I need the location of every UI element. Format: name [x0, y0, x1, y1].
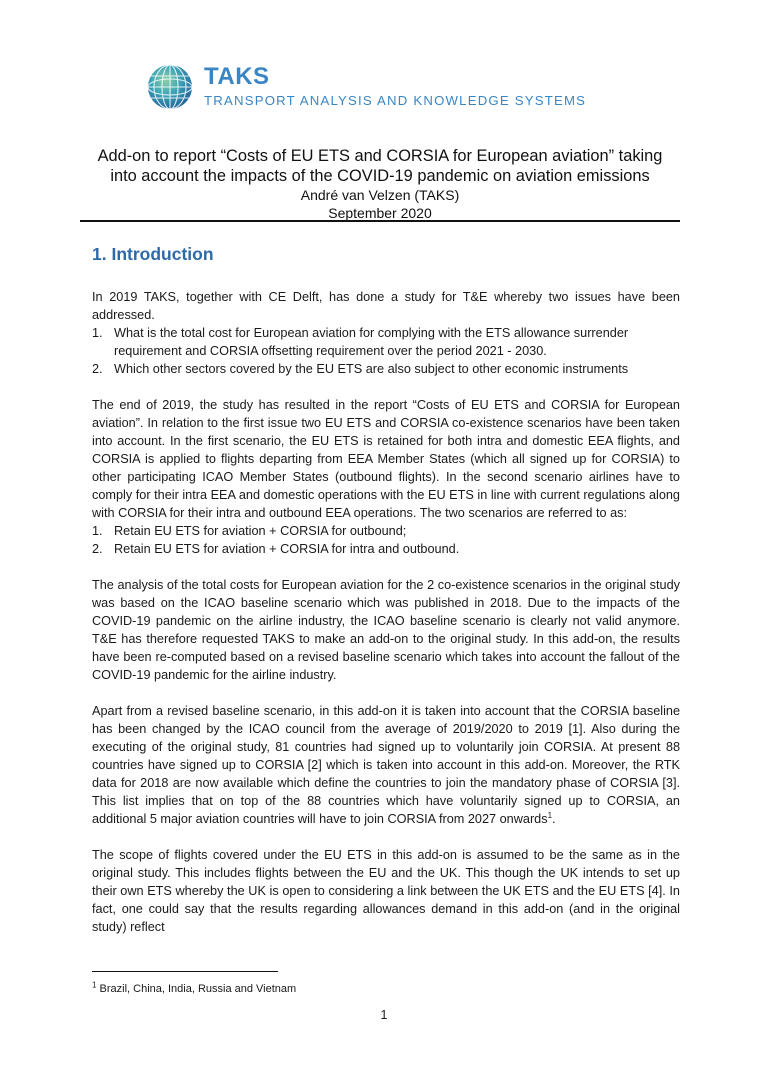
list-item [92, 540, 680, 558]
list-number: 2. [92, 362, 103, 376]
date: September 2020 [328, 205, 432, 221]
paragraph-5: The scope of flights covered under the EU ETS in this add-on is assumed to be the same as in the original study. This includes flights between the EU and the UK. This though the UK intends to set up their own ETS whereby the UK is open to considering a link between the UK ETS and the EU ETS [4]. In fact, one could say that the results regarding allowances demand in this add-on (and in the original study) reflect [92, 848, 680, 934]
paragraph-2: The end of 2019, the study has resulted in the report “Costs of EU ETS and CORSIA for European aviation”. In relation to the first issue two EU ETS and CORSIA co-existence scenarios have been taken into account. In the first scenario, the EU ETS is retained for both intra and domestic EEA flights, and CORSIA is applied to flights departing from EEA Member States (which all signed up for CORSIA) to other participating ICAO Member States (outbound flights). In the second scenario airlines have to comply for their intra EEA and domestic operations with the EU ETS in line with current regulations along with CORSIA for their intra and outbound EEA operations. The two scenarios are referred to as: [92, 398, 680, 520]
title-line-1: Add-on to report “Costs of EU ETS and CORSIA for European aviation” taking [97, 147, 663, 165]
issues-list [92, 324, 680, 378]
paragraph-1: In 2019 TAKS, together with CE Delft, has done a study for T&E whereby two issues have been addressed. [92, 290, 680, 322]
list-number: 2. [92, 542, 103, 556]
section-heading: 1. Introduction [92, 244, 214, 264]
paragraph-4-text: Apart from a revised baseline scenario, in this add-on it is taken into account that the CORSIA baseline has been changed by the ICAO council from the average of 2019/2020 to 2019 [1]. Also during the executing of the original study, 81 countries had signed up to voluntarily join CORSIA. At present 88 countries have signed up to CORSIA [2] which is taken into account in this add-on. Moreover, the RTK data for 2018 are now available which define the countries to join the mandatory phase of CORSIA [3]. This list implies that on top of the 88 countries which have voluntarily signed up to CORSIA, an additional 5 major aviation countries will have to join CORSIA from 2027 onwards [92, 704, 680, 826]
list-number: 1. [92, 524, 103, 538]
paragraph-4 [92, 702, 680, 828]
list-item [92, 324, 680, 360]
body-text [92, 288, 680, 936]
logo-name: TAKS [204, 63, 270, 90]
list-item [92, 360, 680, 378]
scenarios-list [92, 522, 680, 558]
author: André van Velzen (TAKS) [300, 187, 460, 203]
page-number: 1 [380, 1008, 388, 1022]
logo-subtitle: TRANSPORT ANALYSIS AND KNOWLEDGE SYSTEMS [204, 93, 587, 108]
footnote [92, 982, 296, 996]
footnote-text: Brazil, China, India, Russia and Vietnam [96, 983, 297, 995]
title-divider [80, 220, 680, 222]
paragraph-4-end: . [552, 812, 556, 826]
list-text: Which other sectors covered by the EU ETS are also subject to other economic instruments [114, 362, 629, 376]
footnote-marker: 1 [92, 980, 97, 990]
globe-icon [146, 63, 194, 111]
list-item [92, 522, 680, 540]
list-text: What is the total cost for European aviation for complying with the ETS allowance surrender requirement and CORSIA offsetting requirement over the period 2021 - 2030. [114, 326, 629, 358]
title-line-2: into account the impacts of the COVID-19 pandemic on aviation emissions [110, 167, 650, 185]
footnote-divider [92, 971, 278, 972]
document-title-block [80, 146, 680, 222]
paragraph-3: The analysis of the total costs for European aviation for the 2 co-existence scenarios in the original study was based on the ICAO baseline scenario which was published in 2018. Due to the impacts of the COVID-19 pandemic on the airline industry, the ICAO baseline scenario is clearly not valid anymore. T&E has therefore requested TAKS to make an add-on to the original study. In this add-on, the results have been re-computed based on a revised baseline scenario which takes into account the fallout of the COVID-19 pandemic for the airline industry. [92, 578, 680, 682]
taks-logo [146, 63, 586, 113]
footnote-ref: 1 [547, 810, 553, 820]
list-number: 1. [92, 326, 103, 340]
list-text: Retain EU ETS for aviation + CORSIA for intra and outbound. [114, 542, 460, 556]
list-text: Retain EU ETS for aviation + CORSIA for outbound; [114, 524, 407, 538]
